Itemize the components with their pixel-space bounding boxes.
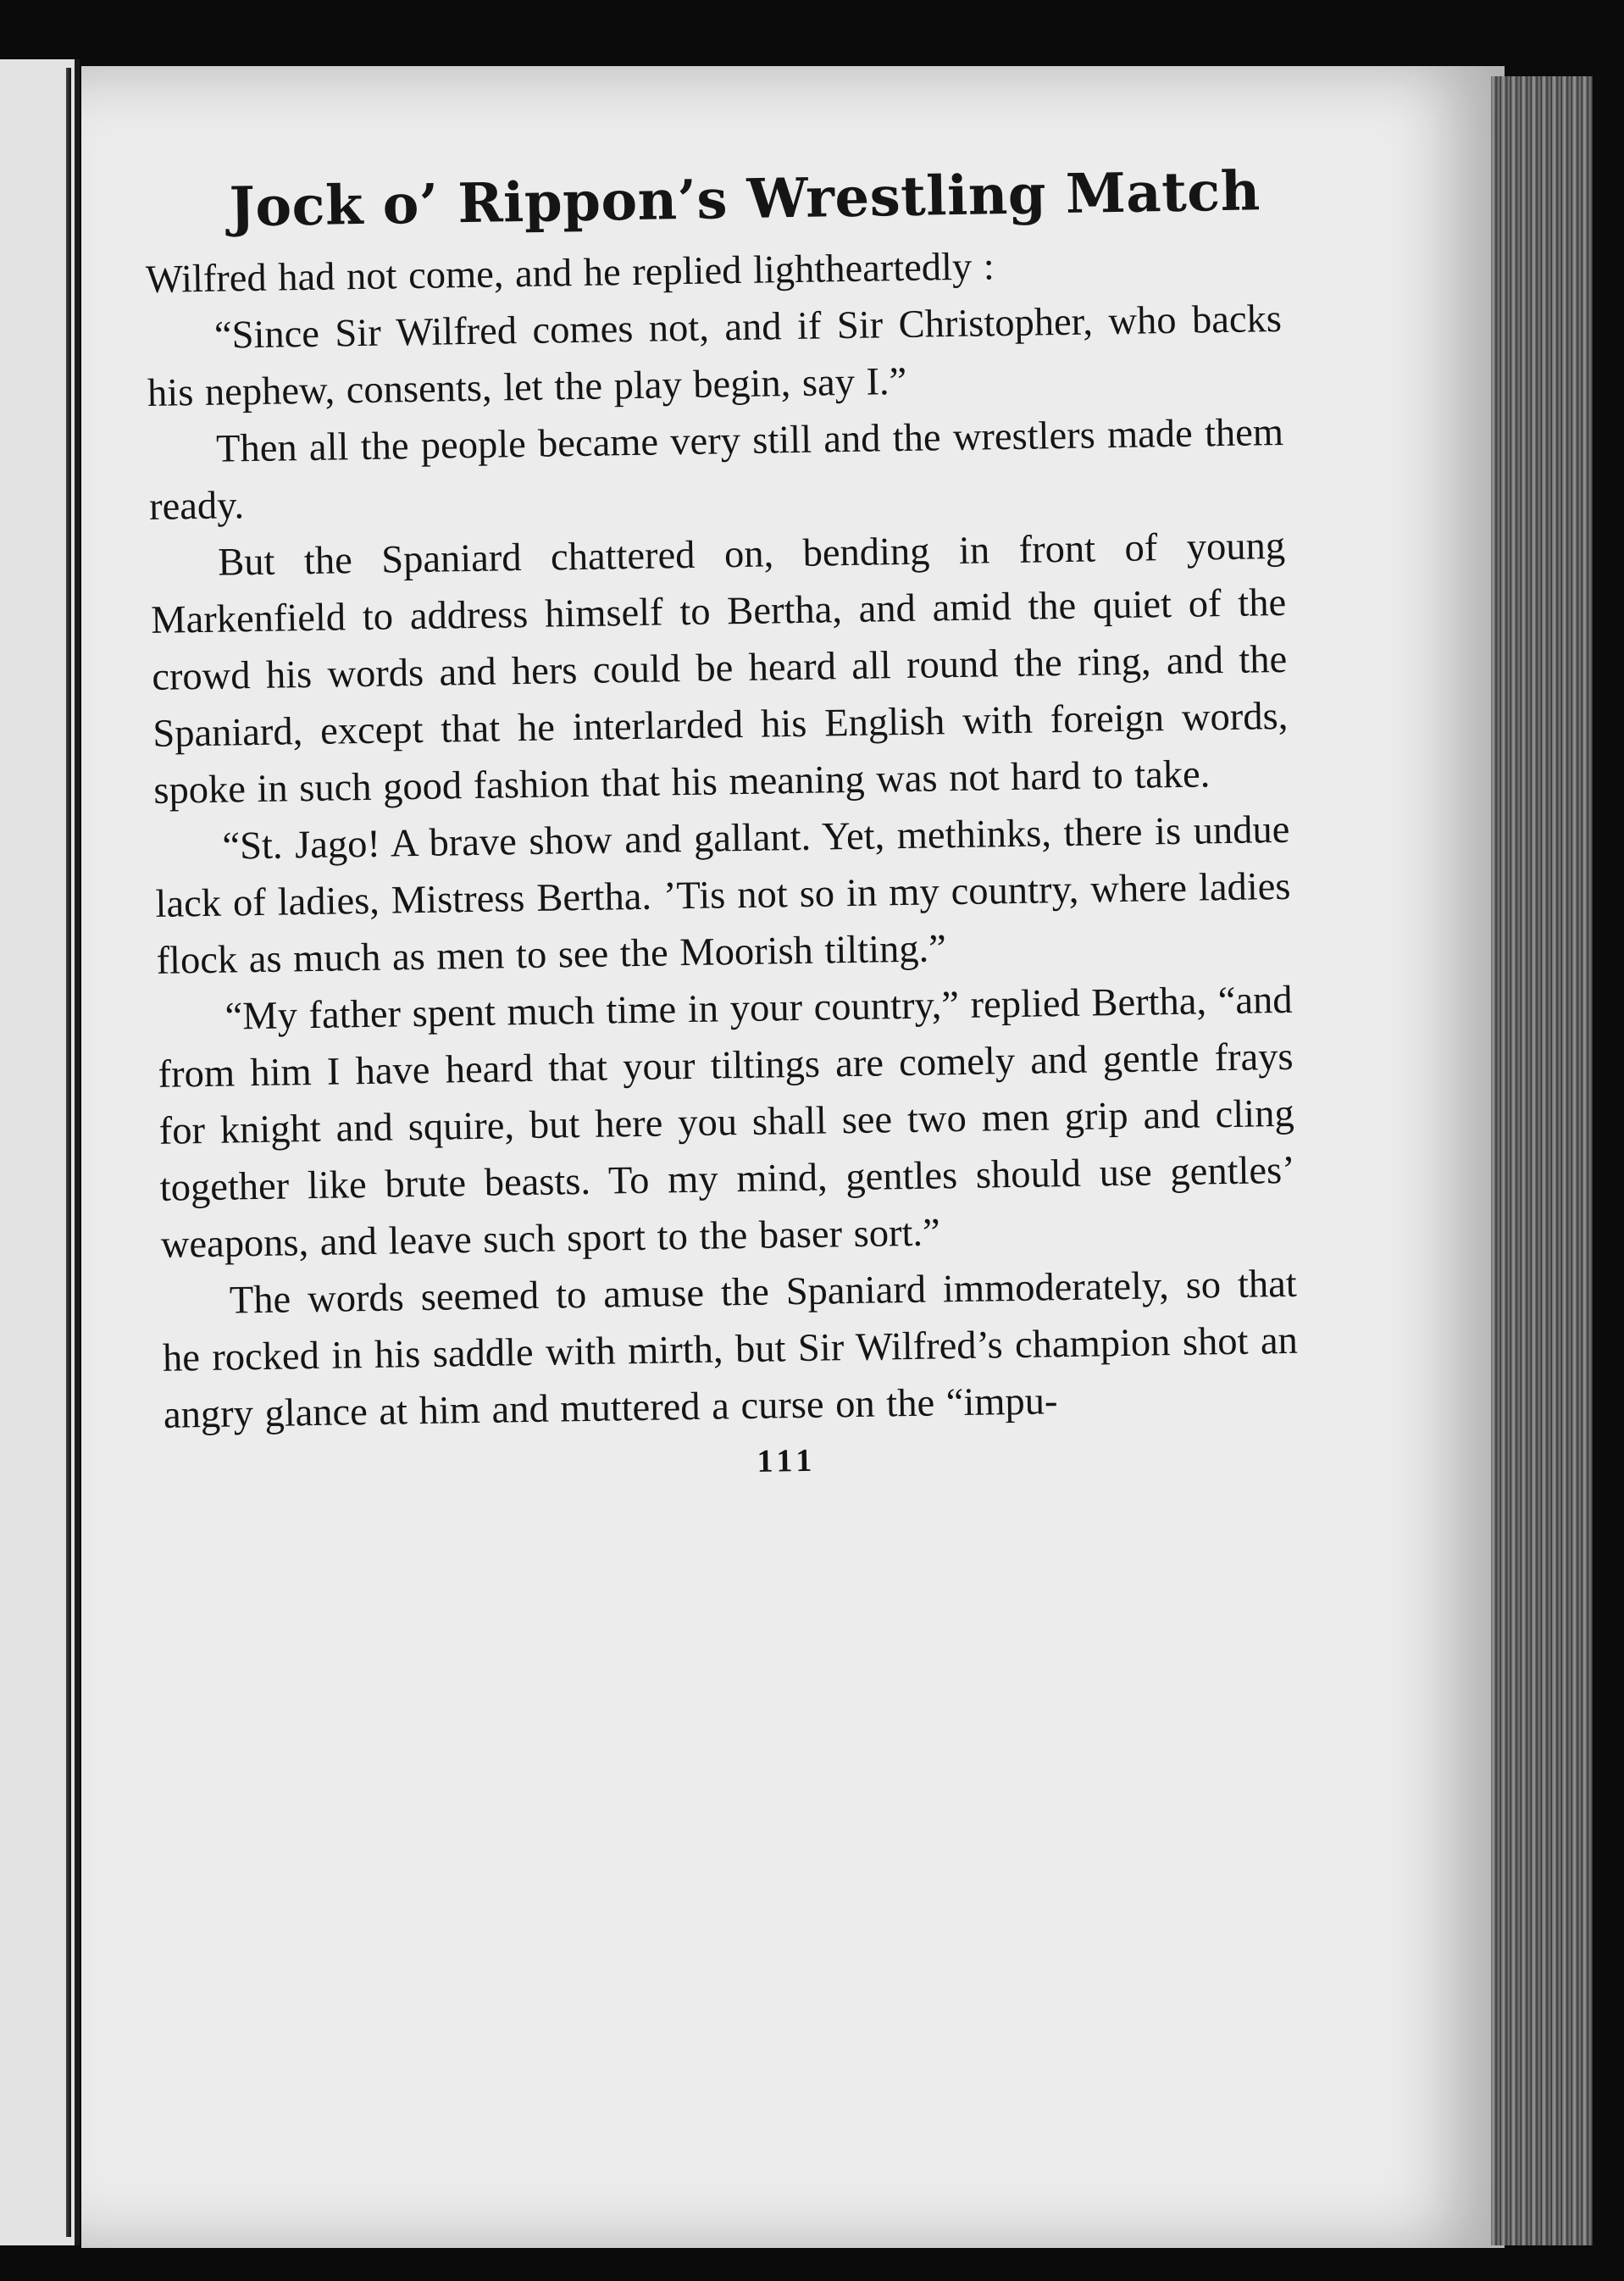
paragraph-4: But the Spaniard chattered on, bending in front of young Markenfield to address himself to Bertha, and amid the quiet of the crowd his words and hers could be heard all round the ring, and the Spaniard, except that he interlarded his English with foreign words, spoke in such good fashion that his meaning was not hard to take. bbox=[150, 524, 1289, 813]
paragraph-3: Then all the people became very still and the wrestlers made them ready. bbox=[148, 410, 1284, 529]
paragraph-5: “St. Jago! A brave show and gallant. Yet, methinks, there is undue lack of ladies, Mistress Bertha. ’Tis not so in my country, where ladies flock as much as men to see the Moorish tilting.” bbox=[155, 808, 1291, 983]
page-number: 111 bbox=[757, 1442, 818, 1479]
paragraph-2: “Since Sir Wilfred comes not, and if Sir Christopher, who backs his nephew, consents, let the play begin, say I.” bbox=[147, 297, 1283, 415]
paragraph-1: Wilfred had not come, and he replied lightheartedly : bbox=[145, 245, 995, 302]
gutter-shadow bbox=[66, 68, 71, 2237]
page-edges bbox=[1491, 76, 1593, 2245]
page-text-block bbox=[144, 156, 1300, 1490]
paragraph-6: “My father spent much time in your country,” replied Bertha, “and from him I have heard that your tiltings are comely and gentle frays for knight and squire, but here you shall see two men grip and cling together like brute beasts. To my mind, gentles should use gentles’ weapons, and leave such sport to the baser sort.” bbox=[158, 978, 1296, 1267]
running-head: Jock o’ Rippon’s Wrestling Match bbox=[229, 159, 1261, 240]
paragraph-7: The words seemed to amuse the Spaniard immoderately, so that he rocked in his saddle with mirth, but Sir Wilfred’s champion shot an angry glance at him and muttered a curse on the “impu- bbox=[162, 1262, 1299, 1437]
